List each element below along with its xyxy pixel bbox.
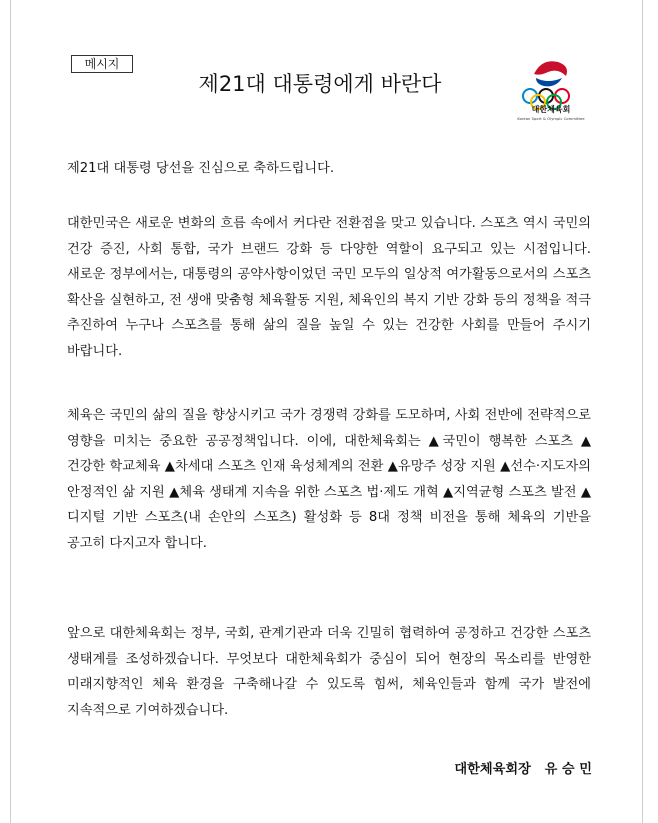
logo-org-name: 대한체육회 xyxy=(531,105,571,114)
body-paragraph: 대한민국은 새로운 변화의 흐름 속에서 커다란 전환점을 맞고 있습니다. 스포츠 역시 국민의 건강 증진, 사회 통합, 국가 브랜드 강화 등 다양한 역할이 요구되고 있는 시점입니다. 새로운 정부에서는, 대통령의 공약사항이었던 국민 모두의 일상적 여가활동으로서의 스포츠 확산을 실현하고, 전 생애 맞춤형 체육활동 지원, 체육인의 복지 기반 강화 등의 정책을 적극 추진하여 누구나 스포츠를 통해 삶의 질을 높일 수 있는 건강한 사회를 만들어 주시기 바랍니다. xyxy=(67,216,591,359)
signature: 대한체육회장 유 승 민 xyxy=(454,762,592,777)
page-title: 제21대 대통령에게 바란다 xyxy=(198,72,442,96)
message-badge: 메시지 xyxy=(71,55,133,73)
greeting-line: 제21대 대통령 당선을 진심으로 축하드립니다. xyxy=(67,161,335,176)
body-paragraph: 체육은 국민의 삶의 질을 향상시키고 국가 경쟁력 강화를 도모하며, 사회 전반에 전략적으로 영향을 미치는 중요한 공공정책입니다. 이에, 대한체육회는 ▲국민이 행복한 스포츠 ▲건강한 학교체육 ▲차세대 스포츠 인재 육성체계의 전환 ▲유망주 성장 지원 ▲선수·지도자의 안정적인 삶 지원 ▲체육 생태계 지속을 위한 스포츠 법·제도 개혁 ▲지역균형 스포츠 발전 ▲디지털 기반 스포츠(내 손안의 스포츠) 활성화 등 8대 정책 비전을 통해 체육의 기반을 공고히 다지고자 합니다. xyxy=(67,408,591,551)
logo-org-subtitle: Korean Sport & Olympic Committee xyxy=(517,117,585,121)
page-edge-right xyxy=(642,0,643,823)
taegeuk-emblem xyxy=(534,61,567,86)
page-edge-left xyxy=(10,0,11,823)
body-paragraph: 앞으로 대한체육회는 정부, 국회, 관계기관과 더욱 긴밀히 협력하여 공정하고 건강한 스포츠 생태계를 조성하겠습니다. 무엇보다 대한체육회가 중심이 되어 현장의 목소리를 반영한 미래지향적인 체육 환경을 구축해나갈 수 있도록 힘써, 체육인들과 함께 국가 발전에 지속적으로 기여하겠습니다. xyxy=(67,626,591,718)
